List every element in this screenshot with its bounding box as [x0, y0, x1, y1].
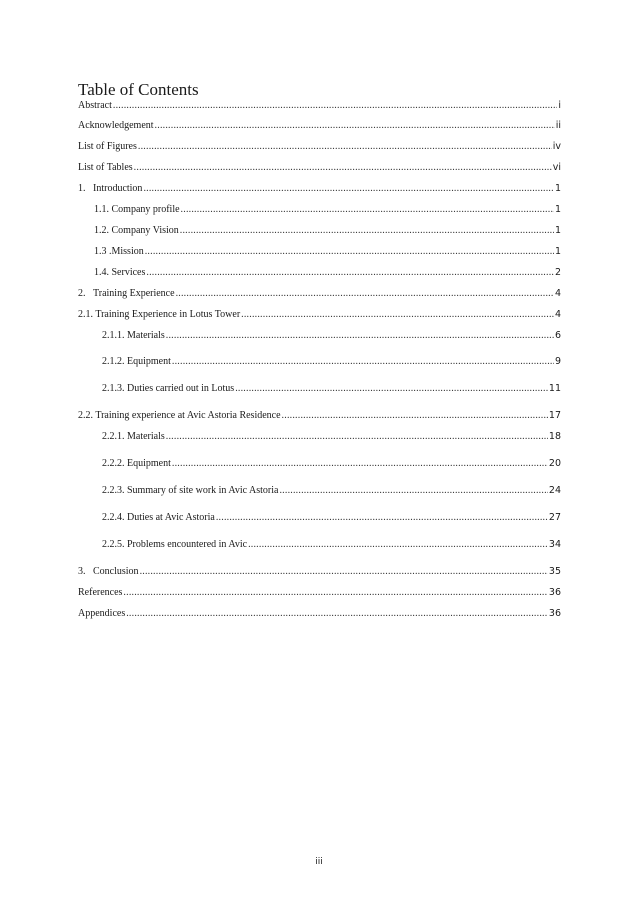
toc-entry-label: 1.2. Company Vision: [94, 225, 179, 236]
toc-entry-page: 1: [554, 204, 561, 215]
toc-entry-lotus-tower[interactable]: [78, 309, 561, 321]
toc-entry-label: 2.2.1. Materials: [102, 431, 165, 442]
dot-leader: [113, 100, 557, 112]
toc-list: [78, 0, 561, 903]
dot-leader: [180, 225, 554, 237]
toc-entry-company-profile[interactable]: [94, 204, 561, 216]
page-number-footer: iii: [315, 857, 323, 867]
toc-entry-page: iv: [552, 141, 561, 152]
toc-entry-page: 27: [548, 512, 561, 523]
toc-entry-avic-duties[interactable]: [102, 512, 561, 524]
toc-entry-avic-summary[interactable]: [102, 485, 561, 497]
toc-entry-page: 4: [554, 309, 561, 320]
toc-entry-label: 1.4. Services: [94, 267, 146, 278]
toc-entry-page: 2: [554, 267, 561, 278]
toc-entry-page: 34: [548, 539, 561, 550]
toc-entry-avic-materials[interactable]: [102, 431, 561, 443]
toc-entry-page: 1: [554, 183, 561, 194]
toc-entry-label: 2.2. Training experience at Avic Astoria Residence: [78, 410, 281, 421]
toc-entry-label: 3. Conclusion: [78, 566, 139, 577]
dot-leader: [145, 246, 554, 258]
toc-entry-page: vi: [552, 162, 561, 173]
toc-entry-company-vision[interactable]: [94, 225, 561, 237]
toc-entry-label: 1.3 .Mission: [94, 246, 144, 257]
dot-leader: [235, 383, 548, 395]
toc-entry-page: 11: [548, 383, 561, 394]
dot-leader: [172, 458, 548, 470]
toc-entry-page: 35: [548, 566, 561, 577]
dot-leader: [216, 512, 548, 524]
toc-entry-page: ii: [555, 120, 561, 131]
toc-entry-conclusion[interactable]: [78, 566, 561, 578]
toc-entry-page: 18: [548, 431, 561, 442]
toc-entry-lotus-materials[interactable]: [102, 330, 561, 342]
dot-leader: [143, 183, 554, 195]
toc-entry-list-of-tables[interactable]: [78, 162, 561, 174]
toc-entry-label: 1.1. Company profile: [94, 204, 180, 215]
toc-entry-list-of-figures[interactable]: [78, 141, 561, 153]
toc-entry-lotus-equipment[interactable]: [102, 356, 561, 368]
toc-entry-label: 1. Introduction: [78, 183, 143, 194]
dot-leader: [166, 431, 548, 443]
dot-leader: [248, 539, 548, 551]
toc-entry-services[interactable]: [94, 267, 561, 279]
toc-entry-references[interactable]: [78, 587, 561, 599]
toc-entry-label: List of Figures: [78, 141, 137, 152]
toc-entry-page: 24: [548, 485, 561, 496]
toc-entry-appendices[interactable]: [78, 608, 561, 620]
toc-entry-page: 36: [548, 608, 561, 619]
dot-leader: [282, 410, 548, 422]
dot-leader: [134, 162, 552, 174]
toc-entry-acknowledgement[interactable]: [78, 120, 561, 132]
toc-entry-label: 2.2.2. Equipment: [102, 458, 171, 469]
toc-entry-label: 2.2.4. Duties at Avic Astoria: [102, 512, 215, 523]
toc-entry-label: 2.2.5. Problems encountered in Avic: [102, 539, 248, 550]
dot-leader: [181, 204, 554, 216]
toc-entry-mission[interactable]: [94, 246, 561, 258]
toc-entry-label: Acknowledgement: [78, 120, 154, 131]
toc-entry-label: Abstract: [78, 100, 112, 111]
dot-leader: [166, 330, 554, 342]
toc-entry-page: 1: [554, 246, 561, 257]
dot-leader: [176, 288, 554, 300]
toc-entry-label: 2.1. Training Experience in Lotus Tower: [78, 309, 241, 320]
toc-entry-page: 1: [554, 225, 561, 236]
toc-entry-page: 4: [554, 288, 561, 299]
toc-entry-label: 2.2.3. Summary of site work in Avic Astoria: [102, 485, 279, 496]
toc-entry-page: i: [558, 100, 561, 111]
dot-leader: [140, 566, 548, 578]
toc-entry-label: 2.1.3. Duties carried out in Lotus: [102, 383, 235, 394]
toc-entry-label: 2.1.2. Equipment: [102, 356, 171, 367]
dot-leader: [126, 608, 548, 620]
toc-entry-label: 2. Training Experience: [78, 288, 175, 299]
dot-leader: [155, 120, 555, 132]
toc-entry-page: 20: [548, 458, 561, 469]
dot-leader: [279, 485, 547, 497]
dot-leader: [138, 141, 552, 153]
toc-entry-page: 36: [548, 587, 561, 598]
toc-heading: Table of Contents: [78, 80, 199, 99]
toc-entry-avic-equipment[interactable]: [102, 458, 561, 470]
toc-entry-label: References: [78, 587, 123, 598]
toc-entry-avic-astoria[interactable]: [78, 410, 561, 422]
dot-leader: [123, 587, 547, 599]
toc-entry-page: 6: [554, 330, 561, 341]
toc-entry-training-experience[interactable]: [78, 288, 561, 300]
toc-entry-label: Appendices: [78, 608, 126, 619]
toc-entry-lotus-duties[interactable]: [102, 383, 561, 395]
dot-leader: [172, 356, 554, 368]
dot-leader: [241, 309, 554, 321]
toc-entry-page: 9: [554, 356, 561, 367]
toc-entry-avic-problems[interactable]: [102, 539, 561, 551]
toc-entry-label: 2.1.1. Materials: [102, 330, 165, 341]
toc-entry-abstract[interactable]: [78, 100, 561, 112]
dot-leader: [146, 267, 554, 279]
toc-entry-label: List of Tables: [78, 162, 133, 173]
toc-entry-introduction[interactable]: [78, 183, 561, 195]
toc-entry-page: 17: [548, 410, 561, 421]
